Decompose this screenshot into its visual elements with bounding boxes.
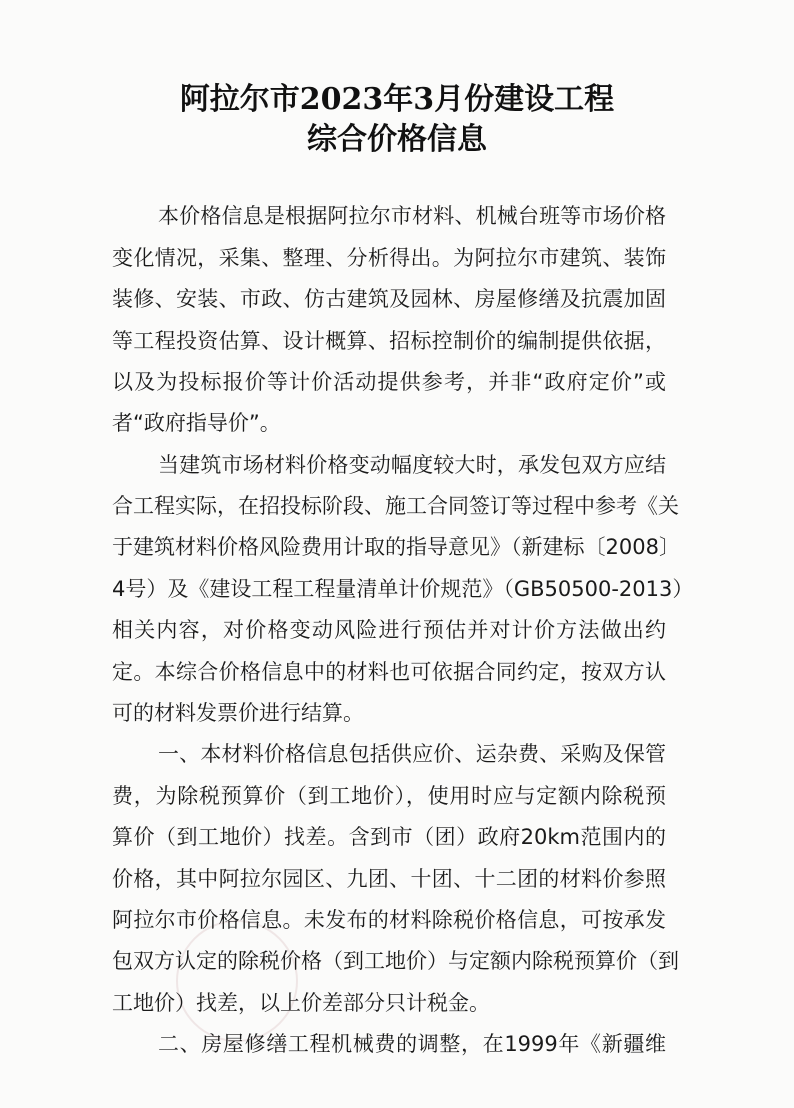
body-text-line: 费，为除税预算价（到工地价），使用时应与定额内除税预 <box>112 784 666 808</box>
body-text-line: 合工程实际，在招投标阶段、施工合同签订等过程中参考《关 <box>112 494 679 518</box>
document-title-line-2: 综合价格信息 <box>307 122 487 157</box>
body-text-line: 定。本综合价格信息中的材料也可依据合同约定，按双方认 <box>112 660 666 684</box>
body-text-line: 工地价）找差，以上价差部分只计税金。 <box>112 991 490 1015</box>
body-text-line: 一、本材料价格信息包括供应价、运杂费、采购及保管 <box>158 742 666 766</box>
body-text-line: 者“政府指导价”。 <box>112 411 281 435</box>
body-text-line: 4号）及《建设工程工程量清单计价规范》（GB50500-2013） <box>112 577 694 601</box>
body-text-line: 等工程投资估算、设计概算、招标控制价的编制提供依据， <box>112 329 666 353</box>
body-text-line: 价格，其中阿拉尔园区、九团、十团、十二团的材料价参照 <box>112 867 666 891</box>
body-text-line: 包双方认定的除税价格（到工地价）与定额内除税预算价（到 <box>112 949 679 973</box>
document-title-line-1: 阿拉尔市2023年3月份建设工程 <box>179 82 615 117</box>
body-text-line: 本价格信息是根据阿拉尔市材料、机械台班等市场价格 <box>158 204 666 228</box>
body-text-line: 阿拉尔市价格信息。未发布的材料除税价格信息，可按承发 <box>112 908 666 932</box>
body-text-line: 于建筑材料价格风险费用计取的指导意见》（新建标〔2008〕 <box>112 535 680 559</box>
body-text-line: 以及为投标报价等计价活动提供参考，并非“政府定价”或 <box>112 370 666 394</box>
body-text-line: 当建筑市场材料价格变动幅度较大时，承发包双方应结 <box>158 453 666 477</box>
body-text-line: 算价（到工地价）找差。含到市（团）政府20km范围内的 <box>112 825 666 849</box>
body-text-line: 可的材料发票价进行结算。 <box>112 701 364 725</box>
body-text-line: 装修、安装、市政、仿古建筑及园林、房屋修缮及抗震加固 <box>112 287 666 311</box>
body-text-line: 变化情况，采集、整理、分析得出。为阿拉尔市建筑、装饰 <box>112 246 666 270</box>
body-text-line: 二、房屋修缮工程机械费的调整，在1999年《新疆维 <box>158 1032 666 1056</box>
body-text-line: 相关内容，对价格变动风险进行预估并对计价方法做出约 <box>112 618 666 642</box>
